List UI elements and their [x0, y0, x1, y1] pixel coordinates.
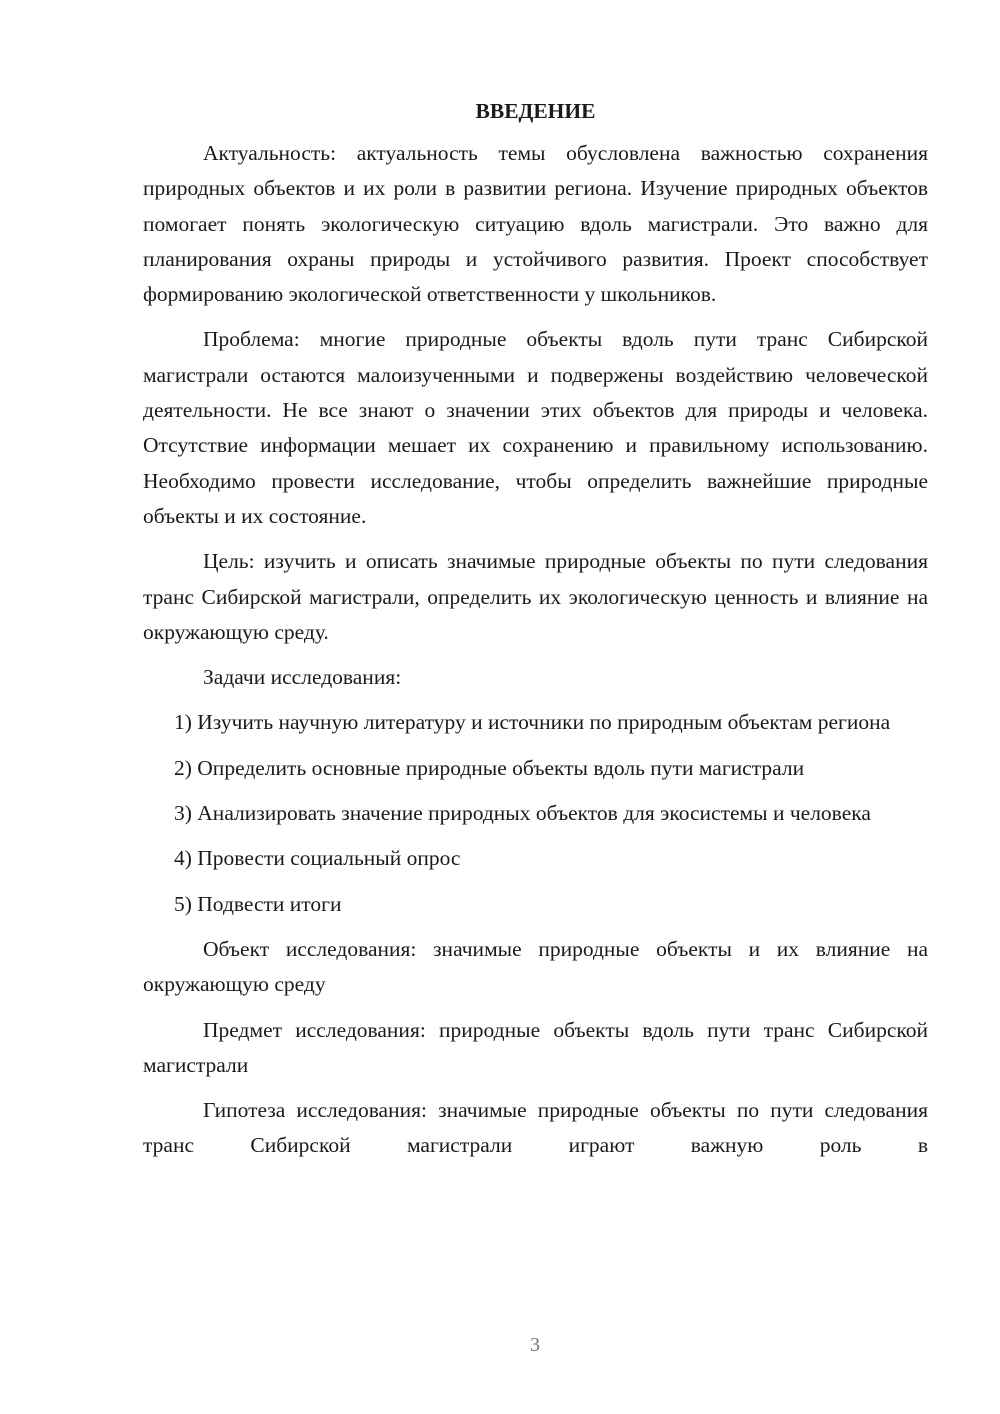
paragraph-hypothesis: Гипотеза исследования: значимые природные объекты по пути следования транс Сибирской магистрали играют важную роль в [143, 1098, 928, 1158]
task-item-1: 1) Изучить научную литературу и источники по природным объектам региона [174, 710, 891, 735]
paragraph-subject: Предмет исследования: природные объекты вдоль пути транс Сибирской магистрали [143, 1017, 928, 1077]
paragraph-object: Объект исследования: значимые природные объекты и их влияние на окружающую среду [143, 936, 928, 997]
task-item-4: 4) Провести социальный опрос [174, 846, 461, 871]
paragraph-problem: Проблема: многие природные объекты вдоль пути транс Сибирской магистрали остаются малоизученными и подвержены воздействию человеческой деятельности. Не все знают о значении этих объектов для природы и человека. Отсутствие информации мешает их сохранению и правильному использованию. Необходимо провести исследование, чтобы определить важнейшие природные объекты и их состояние. [143, 327, 928, 528]
task-item-3: 3) Анализировать значение природных объектов для экосистемы и человека [174, 801, 871, 826]
task-item-2: 2) Определить основные природные объекты вдоль пути магистрали [174, 755, 805, 780]
paragraph-relevance: Актуальность: актуальность темы обусловлена важностью сохранения природных объектов и их роли в развитии региона. Изучение природных объектов помогает понять экологическую ситуацию вдоль магистрали. Это важно для планирования охраны природы и устойчивого развития. Проект способствует формированию экологической ответственности у школьников. [143, 141, 928, 307]
document-page [143, 96, 928, 1174]
paragraph-goal: Цель: изучить и описать значимые природные объекты по пути следования транс Сибирской магистрали, определить их экологическую ценность и влияние на окружающую среду. [143, 549, 928, 644]
page-number: 3 [530, 1334, 540, 1356]
task-item-5: 5) Подвести итоги [174, 891, 342, 916]
paragraph-tasks-heading: Задачи исследования: [203, 665, 402, 690]
section-title: ВВЕДЕНИЕ [475, 99, 596, 123]
